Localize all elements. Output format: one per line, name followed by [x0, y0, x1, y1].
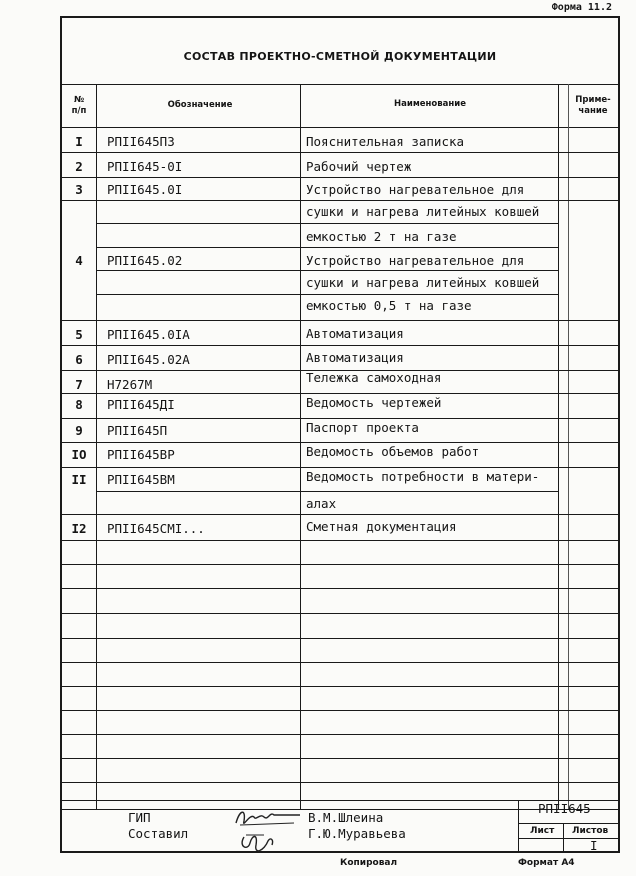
row-code: РПII645.02 [107, 253, 183, 268]
row-divider [60, 662, 620, 663]
row-num: 8 [75, 397, 83, 412]
row-divider [60, 638, 620, 639]
row-divider [60, 800, 620, 801]
row-subdivider [96, 270, 558, 271]
row-name-continued: алах [306, 496, 337, 511]
row-divider [60, 734, 620, 735]
row-name-continued: емкостью 0,5 т на газе [306, 298, 472, 313]
name-chief-engineer: В.М.Шлеина [308, 810, 384, 825]
row-divider [60, 393, 620, 394]
row-num: 2 [75, 159, 83, 174]
row-name-continued: сушки и нагрева литейных ковшей [306, 204, 540, 219]
row-subdivider [96, 247, 558, 248]
footer-box-line [518, 823, 620, 824]
row-code: РПII645П [107, 423, 168, 438]
row-num: I [75, 134, 83, 149]
row-subdivider [96, 294, 558, 295]
row-divider [60, 686, 620, 687]
row-code: РПII645ДI [107, 397, 175, 412]
sheets-value: I [590, 838, 598, 853]
row-name-continued: сушки и нагрева литейных ковшей [306, 275, 540, 290]
row-divider [60, 418, 620, 419]
row-divider [60, 152, 620, 153]
header-name: Наименование [394, 99, 466, 109]
title-divider [60, 84, 620, 85]
row-name: Пояснительная записка [306, 134, 465, 149]
role-compiler: Составил [128, 826, 189, 841]
row-divider [60, 613, 620, 614]
col-separator-code [300, 84, 301, 809]
col-separator-num [96, 84, 97, 809]
row-name: Паспорт проекта [306, 420, 419, 435]
row-divider [60, 758, 620, 759]
name-compiler: Г.Ю.Муравьева [308, 826, 406, 841]
role-chief-engineer: ГИП [128, 810, 151, 825]
header-note: Приме- чание [575, 95, 611, 116]
col-separator-name [558, 84, 559, 809]
row-divider [60, 442, 620, 443]
row-divider [60, 200, 620, 201]
row-code: РПII645-0I [107, 159, 183, 174]
row-divider [60, 588, 620, 589]
row-num: 5 [75, 327, 83, 342]
sheets-label: Листов [572, 826, 609, 836]
footer-box-line [518, 838, 620, 839]
row-divider [60, 345, 620, 346]
row-code: РПII645.0IА [107, 327, 190, 342]
row-code: РПII645.02А [107, 352, 190, 367]
row-name: Устройство нагревательное для [306, 182, 525, 197]
row-code: РПII645ПЗ [107, 134, 175, 149]
row-name: Сметная документация [306, 519, 457, 534]
row-code: РПII645ВМ [107, 472, 175, 487]
footer-box-separator [563, 823, 564, 853]
header-num: № п/п [71, 95, 87, 116]
row-divider [60, 320, 620, 321]
document-title: СОСТАВ ПРОЕКТНО-СМЕТНОЙ ДОКУМЕНТАЦИИ [183, 50, 497, 63]
row-subdivider [96, 223, 558, 224]
row-code: РПII645ВР [107, 447, 175, 462]
row-divider [60, 564, 620, 565]
signature-image [230, 803, 306, 859]
header-divider [60, 127, 620, 128]
row-num: 7 [75, 377, 83, 392]
row-subdivider [96, 491, 558, 492]
col-separator-note [568, 84, 569, 809]
row-name: Автоматизация [306, 350, 404, 365]
row-name: Устройство нагревательное для [306, 253, 525, 268]
row-num: 3 [75, 182, 83, 197]
form-label: Форма 11.2 [551, 2, 612, 13]
row-divider [60, 177, 620, 178]
row-name: Ведомость объемов работ [306, 444, 480, 459]
row-divider [60, 540, 620, 541]
row-name: Ведомость чертежей [306, 395, 442, 410]
row-code: РПII645СМI... [107, 521, 205, 536]
row-divider [60, 514, 620, 515]
row-name: Ведомость потребности в матери- [306, 469, 540, 484]
row-divider [60, 710, 620, 711]
row-divider [60, 467, 620, 468]
row-num: 6 [75, 352, 83, 367]
copied-label: Копировал [340, 858, 398, 868]
row-name-continued: емкостью 2 т на газе [306, 229, 457, 244]
doc-code: РПII645 [538, 801, 591, 816]
row-name: Рабочий чертеж [306, 159, 412, 174]
format-label: Формат А4 [518, 858, 575, 868]
header-code: Обозначение [167, 100, 233, 110]
row-code: РПII645.0I [107, 182, 183, 197]
row-num: 4 [75, 253, 83, 268]
row-name: Автоматизация [306, 326, 404, 341]
row-name: Тележка самоходная [306, 370, 442, 385]
row-code: Н7267М [107, 377, 153, 392]
footer-separator [518, 801, 519, 853]
row-divider [60, 782, 620, 783]
row-num: II [71, 472, 87, 487]
sheet-label: Лист [530, 826, 555, 836]
row-num: I2 [71, 521, 87, 536]
row-num: IО [71, 447, 87, 462]
row-num: 9 [75, 423, 83, 438]
